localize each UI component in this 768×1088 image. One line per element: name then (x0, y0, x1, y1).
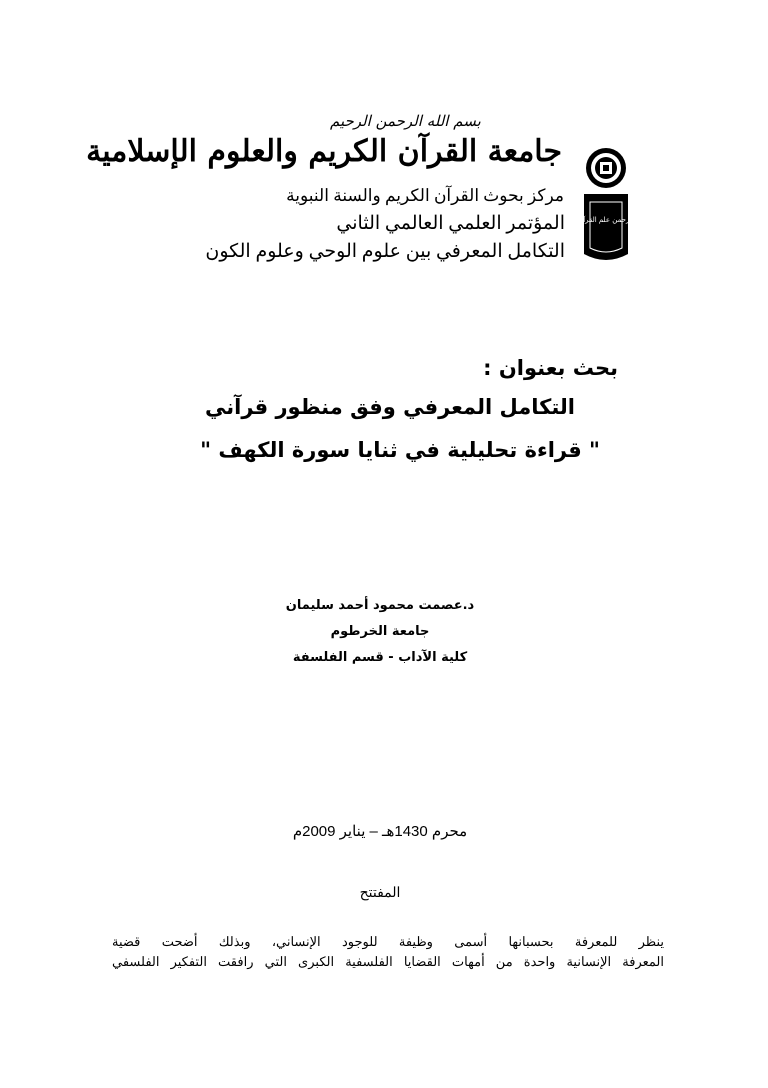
publication-date: محرم 1430هـ – يناير 2009م (292, 823, 468, 840)
author-university: جامعة الخرطوم (330, 624, 430, 639)
intro-paragraph (112, 932, 664, 972)
paper-title: التكامل المعرفي وفق منظور قرآني (205, 395, 575, 419)
university-name: جامعة القرآن الكريم والعلوم الإسلامية (86, 134, 562, 169)
logo-text: الرحمن علم القرآن (578, 216, 634, 224)
intro-heading: المفتتح (359, 884, 401, 900)
author-name: د.عصمت محمود أحمد سليمان (285, 598, 475, 613)
author-faculty: كلية الآداب - قسم الفلسفة (292, 650, 468, 665)
basmala: بسم الله الرحمن الرحيم (330, 112, 481, 130)
conference-theme: التكامل المعرفي بين علوم الوحي وعلوم الكون (205, 241, 565, 262)
paper-subtitle: " قراءة تحليلية في ثنايا سورة الكهف " (200, 438, 600, 462)
intro-line: المعرفة الإنسانية واحدة من أمهات القضايا الفلسفية الكبرى التي رافقت التفكير الفلسفي (112, 954, 664, 969)
conference-name: المؤتمر العلمي العالمي الثاني (336, 213, 565, 234)
research-center-name: مركز بحوث القرآن الكريم والسنة النبوية (286, 186, 564, 205)
intro-line: ينظر للمعرفة بحسبانها أسمى وظيفة للوجود الإنساني، وبذلك أضحت قضية (112, 934, 664, 949)
research-label: بحث بعنوان : (483, 356, 618, 380)
university-logo (578, 142, 634, 266)
